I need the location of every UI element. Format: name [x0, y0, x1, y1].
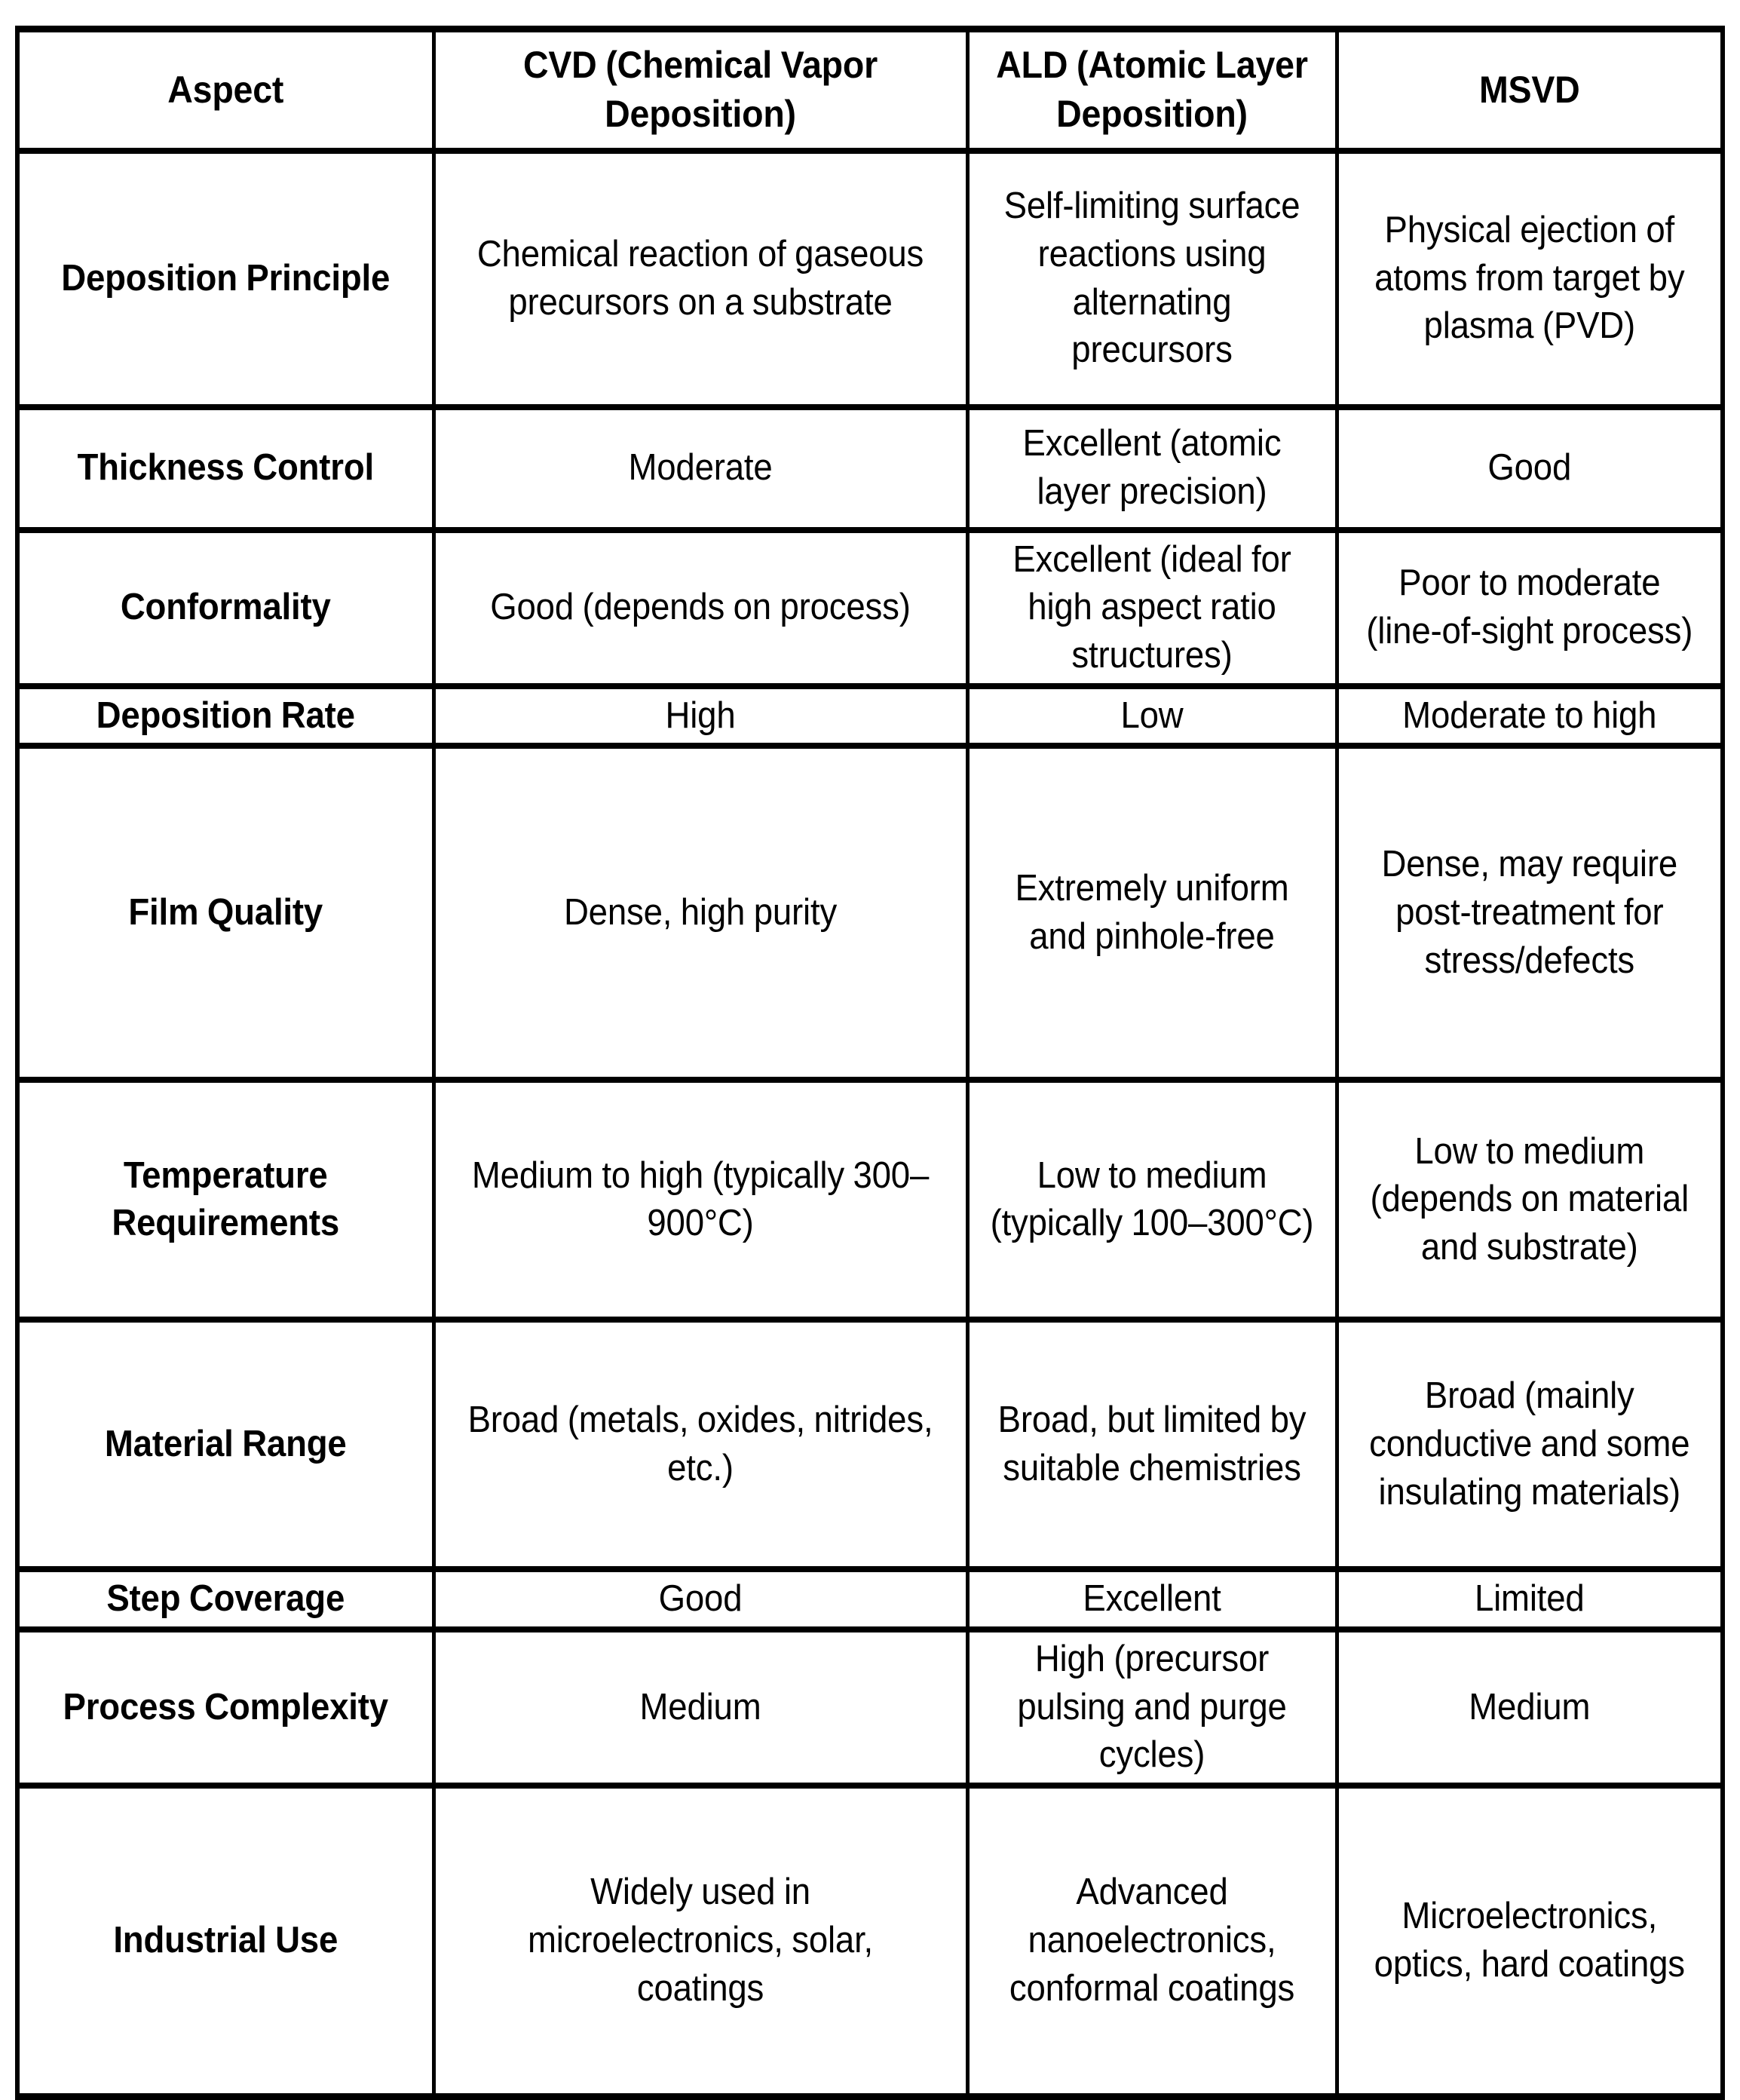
cell-deposition-principle-msvd: Physical ejection of atoms from target by plasma (PVD) [1350, 151, 1709, 407]
cell-film-quality-msvd: Dense, may require post-treatment for stress/defects [1350, 746, 1709, 1080]
column-header-cvd [452, 29, 948, 151]
cell-deposition-rate-ald: Low [980, 686, 1324, 746]
table-row [17, 151, 1723, 407]
cell-temperature-requirements-cvd: Medium to high (typically 300–900°C) [452, 1080, 948, 1320]
cell-step-coverage-ald: Excellent [980, 1569, 1324, 1629]
table-row [17, 1320, 1723, 1569]
table-row [17, 746, 1723, 1080]
column-header-msvd [1350, 29, 1709, 151]
cell-deposition-rate-msvd: Moderate to high [1350, 686, 1709, 746]
table-row [17, 1080, 1723, 1320]
table-row [17, 530, 1723, 686]
row-label-deposition-rate: Deposition Rate [32, 686, 418, 746]
table-header-row [17, 29, 1723, 151]
table-header [17, 29, 1723, 151]
row-label-process-complexity: Process Complexity [32, 1629, 418, 1786]
row-label-thickness-control: Thickness Control [32, 407, 418, 530]
cell-process-complexity-cvd: Medium [452, 1629, 948, 1786]
cell-industrial-use-ald: Advanced nanoelectronics, conformal coatings [980, 1786, 1324, 2096]
column-header-ald-label: ALD (Atomic Layer Deposition) [996, 44, 1308, 136]
column-header-ald [980, 29, 1324, 151]
cell-industrial-use-msvd: Microelectronics, optics, hard coatings [1350, 1786, 1709, 2096]
deposition-comparison-table-wrapper [15, 26, 1720, 2100]
cell-material-range-cvd: Broad (metals, oxides, nitrides, etc.) [452, 1320, 948, 1569]
cell-film-quality-ald: Extremely uniform and pinhole-free [980, 746, 1324, 1080]
table-row [17, 1786, 1723, 2096]
table-body [17, 151, 1723, 2097]
cell-temperature-requirements-msvd: Low to medium (depends on material and substrate) [1350, 1080, 1709, 1320]
cell-material-range-msvd: Broad (mainly conductive and some insulating materials) [1350, 1320, 1709, 1569]
row-label-conformality: Conformality [32, 530, 418, 686]
cell-thickness-control-ald: Excellent (atomic layer precision) [980, 407, 1324, 530]
cell-temperature-requirements-ald: Low to medium (typically 100–300°C) [980, 1080, 1324, 1320]
row-label-film-quality: Film Quality [32, 746, 418, 1080]
table-row [17, 1629, 1723, 1786]
cell-deposition-principle-cvd: Chemical reaction of gaseous precursors on a substrate [452, 151, 948, 407]
cell-step-coverage-cvd: Good [452, 1569, 948, 1629]
deposition-comparison-table [15, 26, 1725, 2100]
table-row [17, 1569, 1723, 1629]
row-label-material-range: Material Range [32, 1320, 418, 1569]
cell-step-coverage-msvd: Limited [1350, 1569, 1709, 1629]
cell-deposition-principle-ald: Self-limiting surface reactions using alternating precursors [980, 151, 1324, 407]
cell-process-complexity-ald: High (precursor pulsing and purge cycles) [980, 1629, 1324, 1786]
cell-thickness-control-cvd: Moderate [452, 407, 948, 530]
column-header-cvd-label: CVD (Chemical Vapor Deposition) [522, 44, 878, 136]
cell-thickness-control-msvd: Good [1350, 407, 1709, 530]
table-row [17, 407, 1723, 530]
row-label-industrial-use: Industrial Use [32, 1786, 418, 2096]
column-header-aspect [32, 29, 418, 151]
cell-material-range-ald: Broad, but limited by suitable chemistries [980, 1320, 1324, 1569]
table-row [17, 686, 1723, 746]
row-label-step-coverage: Step Coverage [32, 1569, 418, 1629]
cell-conformality-cvd: Good (depends on process) [452, 530, 948, 686]
cell-conformality-msvd: Poor to moderate (line-of-sight process) [1350, 530, 1709, 686]
column-header-msvd-label: MSVD [1478, 68, 1580, 111]
cell-film-quality-cvd: Dense, high purity [452, 746, 948, 1080]
cell-industrial-use-cvd: Widely used in microelectronics, solar, coatings [452, 1786, 948, 2096]
cell-conformality-ald: Excellent (ideal for high aspect ratio structures) [980, 530, 1324, 686]
cell-process-complexity-msvd: Medium [1350, 1629, 1709, 1786]
row-label-temperature-requirements: Temperature Requirements [32, 1080, 418, 1320]
row-label-deposition-principle: Deposition Principle [32, 151, 418, 407]
column-header-aspect-label: Aspect [167, 68, 284, 111]
cell-deposition-rate-cvd: High [452, 686, 948, 746]
